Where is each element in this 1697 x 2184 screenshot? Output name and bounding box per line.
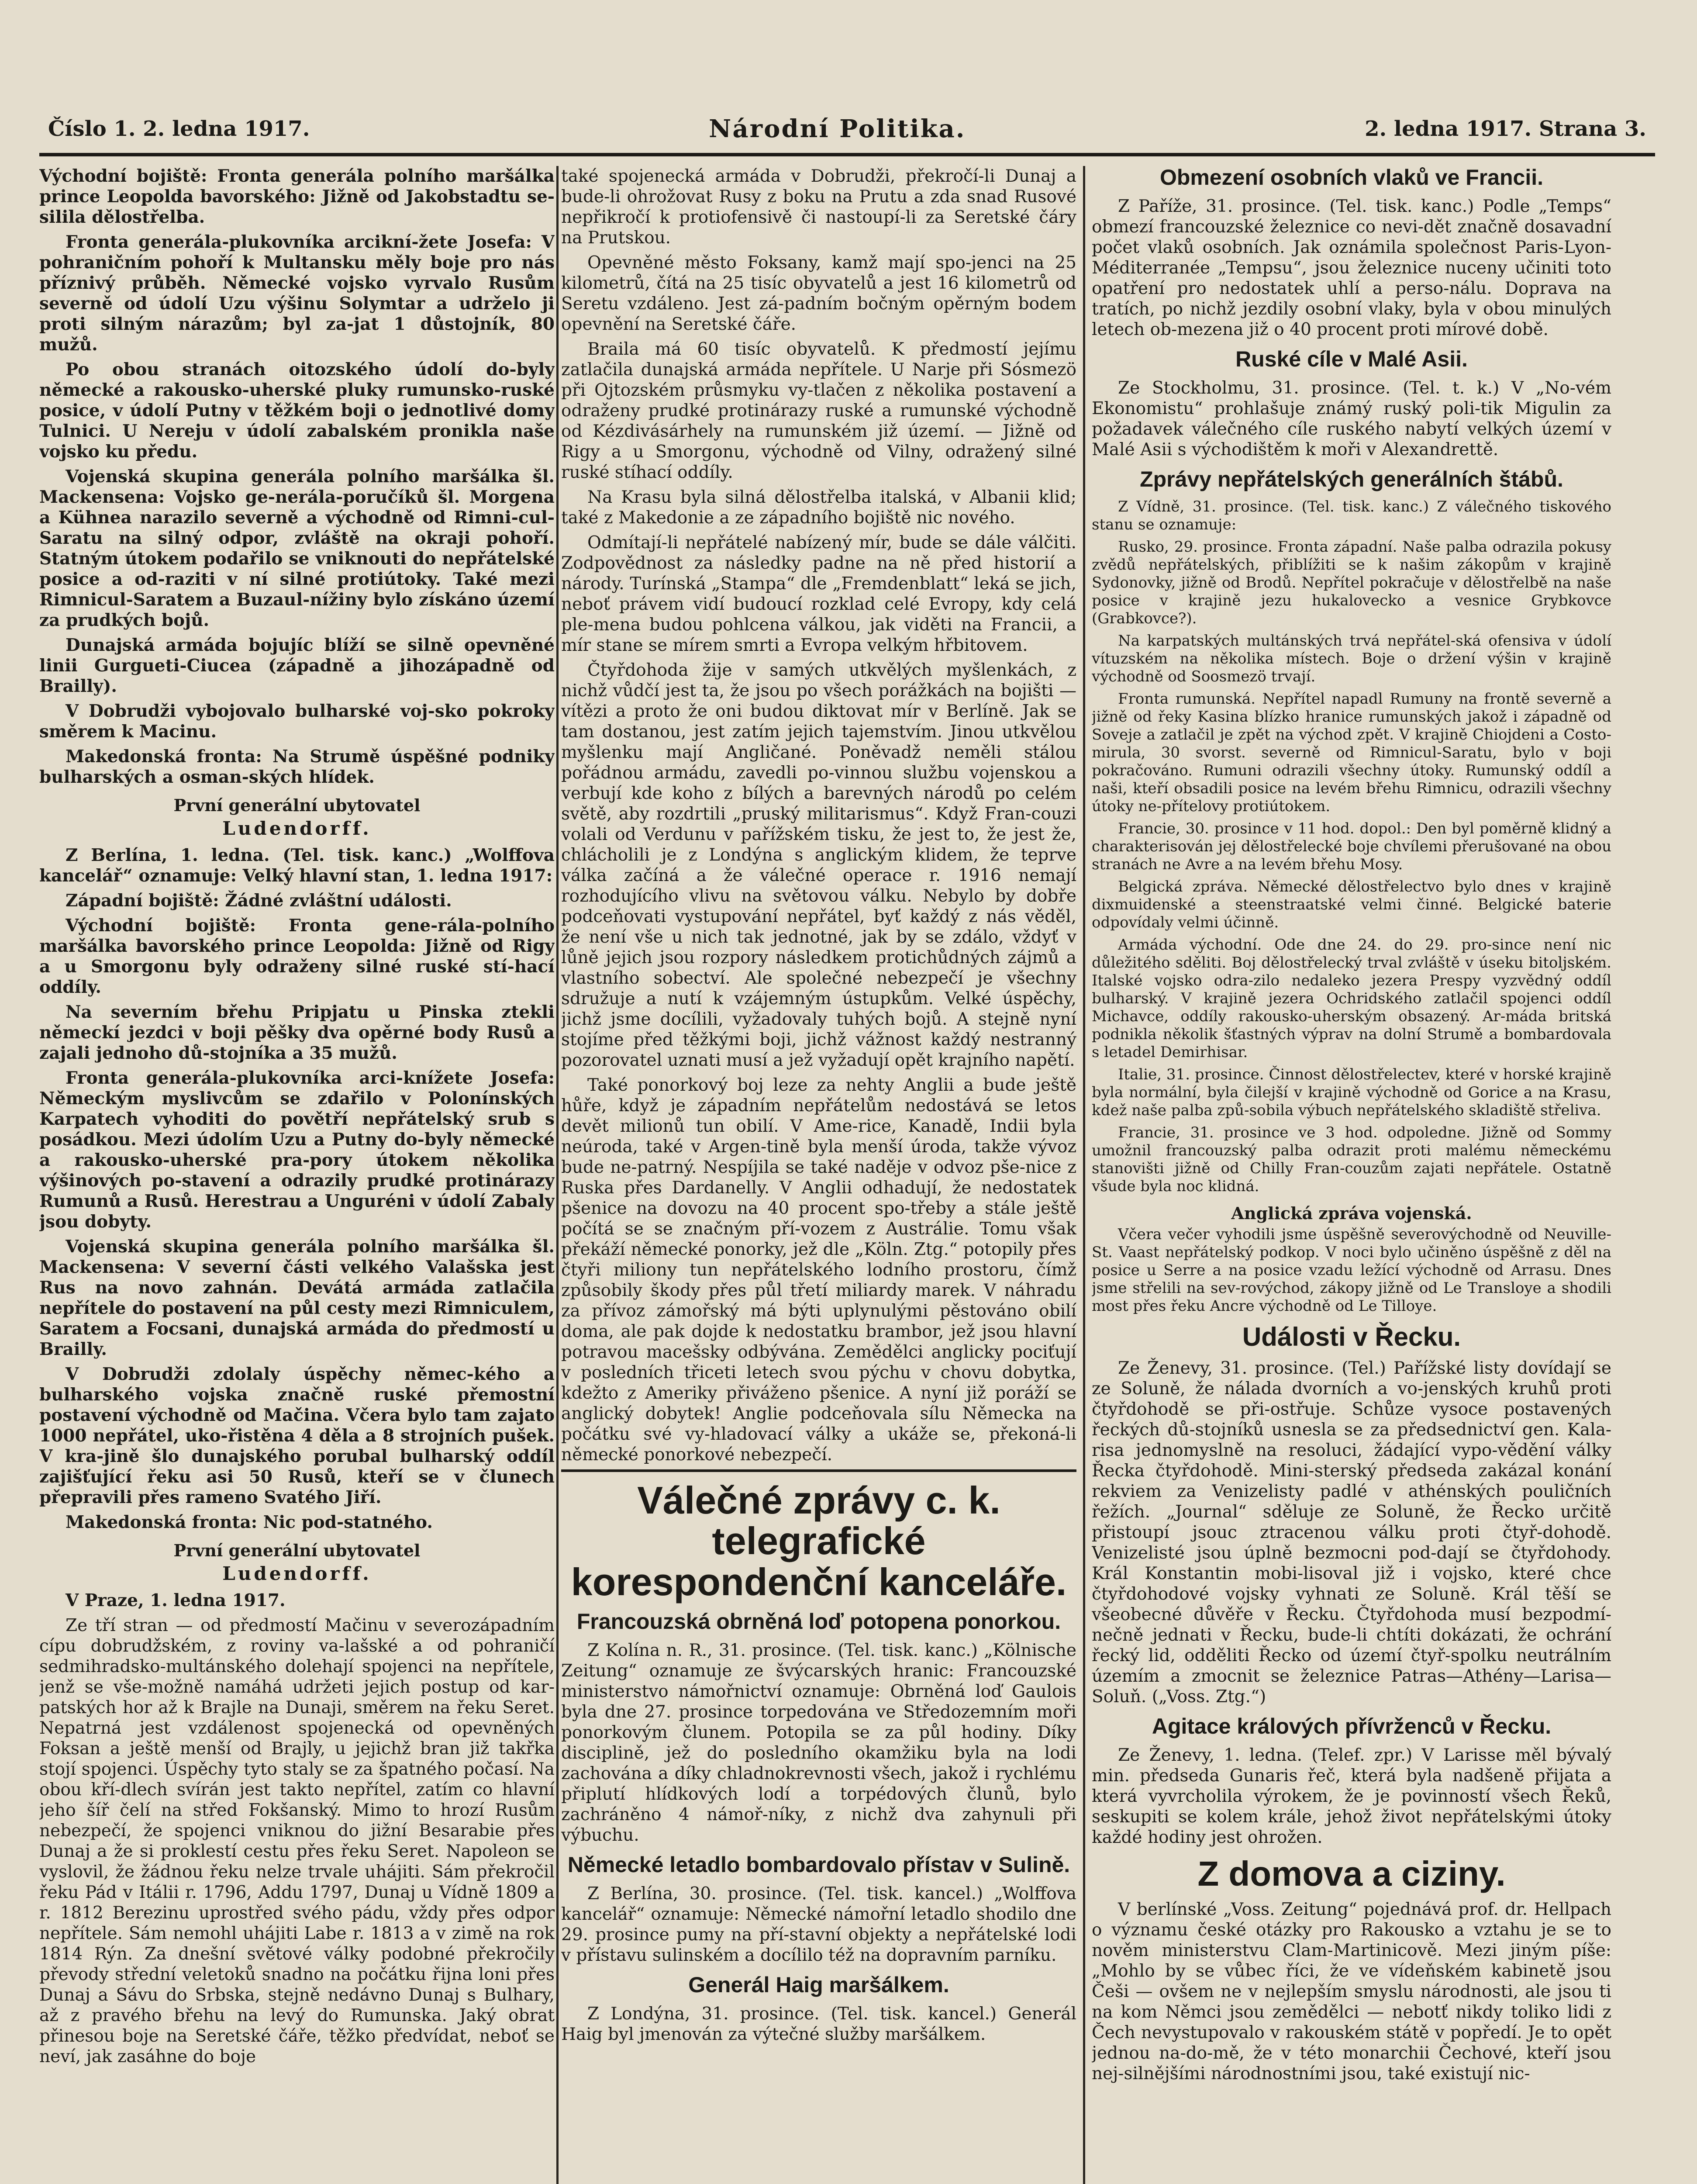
column-1: [39, 166, 555, 2184]
page-header: [48, 109, 1646, 149]
article-headline: Německé letadlo bombardovalo přístav v Sulině.: [567, 1852, 1070, 1877]
paragraph: Vojenská skupina generála polního maršálka šl. Mackensena: V severní části velkého Valašska jest Rus na novo zahnán. Devátá armáda zatlačila nepřítele do postavení na půl cesty mezi Rimniculem, Saratem a Focsani, dunajská armáda do předmostí u Brailly.: [39, 1237, 555, 1359]
paragraph: Ze Stockholmu, 31. prosince. (Tel. t. k.) V „No-vém Ekonomistu“ prohlašuje známý ruský poli-tik Migulin za požadavek válečného cíle ruského nabytí velkých území v Malé Asii s východištěm k moři v Alexandrettě.: [1092, 378, 1611, 460]
signature-title: První generální ubytovatel: [173, 795, 421, 815]
dateline: V Praze, 1. ledna 1917.: [66, 1590, 286, 1610]
paragraph: Makedonská fronta: Nic pod-statného.: [66, 1512, 433, 1532]
paragraph: Fronta rumunská. Nepřítel napadl Rumuny na frontě severně a jižně od řeky Kasina blízko hranice rumunských jakož i západně od Soveje a zatlačil je zpět na východ zpět. V krajině Chiojdeni a Costo-mirula, 30 svorst. severně od Rimnicul-Saratu, bylo v boji pokračováno. Rumuni odrazili všechny útoky. Rumunský oddíl a naši, kteří obsadili posice na levém břehu Rimnicu, odrazili všechny útoky ne-přítelovy protiútokem.: [1092, 690, 1611, 815]
article-headline: Zprávy nepřátelských generálních štábů.: [1140, 467, 1563, 491]
paragraph: Také ponorkový boj leze za nehty Anglii a bude ještě hůře, když je západním nepřátelům nedostává se letos devět milionů tun obilí. V Ame-rice, Kanadě, Indii byla neúroda, také v Argen-tině byla menší úroda, takže vývoz bude ne-patrný. Nespíjila se také naděje v odvoz pše-nice z Ruska přes Dardanelly. V Anglii odhadují, že nedostatek pšenice na dovozu na 40 procent spo-třeby a stále ještě počítá se se značným pří-vozem z Austrálie. Tomu však překáží německé ponorky, jež dle „Köln. Ztg.“ potopily přes čtyři miliony tun nepřátelského lodního prostoru, čímž způsobily škody přes půl třetí miliardy marek. V náhradu za přívoz zámořský má býti uplynulými pěstováno obilí doma, ale pak dojde k nedostatku brambor, jež jsou hlavní potravou macešsky odbývána. Zemědělci anglicky pociťují v posledních třiceti letech svou pýchu v chovu dobytka, kdežto z Ameriky přiváženo pšenice. A nyní již poráží se anglický dobytek! Anglie podceňovala sílu Německa na počátku své vy-hladovací války a ukáže se, překoná-li německé ponorkové nebezpečí.: [561, 1075, 1076, 1465]
paragraph: Na Krasu byla silná dělostřelba italská, v Albanii klid; také z Makedonie a ze západního bojiště nic nového.: [561, 487, 1076, 528]
article-headline: Obmezení osobních vlaků ve Francii.: [1159, 166, 1544, 190]
paragraph: Z Vídně, 31. prosince. (Tel. tisk. kanc.) Z válečného tiskového stanu se oznamuje:: [1092, 498, 1611, 533]
paragraph: Z Londýna, 31. prosince. (Tel. tisk. kancel.) Generál Haig byl jmenován za výtečné služby maršálkem.: [561, 2004, 1076, 2044]
column-divider: [1083, 166, 1085, 2184]
column-2: [561, 166, 1076, 2184]
paragraph: Ze Ženevy, 31. prosince. (Tel.) Pařížské listy dovídají se ze Soluně, že nálada dvorních a vo-jenských kruhů proti čtyřdohodě se při-ostřuje. Schůze vysoce postavených řeckých dů-stojníků usnesla se za předsednictví gen. Kala-risa jednomyslně na resoluci, žádající vypo-vědění války Řecka čtyřdohodě. Mini-sterský předseda zakázal konání rekviem za Venizelisty padlé v athénských pouličních řežích. „Journal“ sděluje ze Soluně, že Řecko určitě přistoupí jsouc ztracenou válku proti čtyř-dohodě. Venizelisté jsou úplně bezmocni pod-dají se čtyřdohody. Král Konstantin mobi-lisoval již i vojsko, které chce čtyřdohodové vojsky vyhnati ze Soluně. Král těší se všeobecné důvěře v Řecku. Čtyřdohoda musí bezpodmí-nečně jednati v Řecku, bude-li chtíti dokázati, že ochrání řecký lid, odděliti Řecko od území čtyř-spolku neutrálním územím a zmocnit se železnice Patras—Athény—Larisa—Soluň. („Voss. Ztg.“): [1092, 1358, 1611, 1707]
paragraph: Rusko, 29. prosince. Fronta západní. Naše palba odrazila pokusy zvědů nepřátelských, přiblížiti se k našim zákopům v krajině Sydonovky, jižně od Brodů. Nepřítel pokračuje v dělostřelbě na naše posice v krajině jezu hukalovecko a vesnice Grybkovce (Grabkovce?).: [1092, 538, 1611, 627]
article-headline: Události v Řecku.: [1242, 1322, 1461, 1351]
paragraph: V Dobrudži zdolaly úspěchy němec-kého a bulharského vojska značně ruské přemostní postavení východně od Mačina. Včera bylo tam zajato 1000 nepřátel, uko-řistěna 4 děla a 8 strojních pušek. V kra-jině šlo dunajského porubal bulharský oddíl zajišťující řeku asi 50 Rusů, kteří se v člunech přepravili přes rameno Svatého Jiří.: [39, 1364, 555, 1507]
paragraph: Z Kolína n. R., 31. prosince. (Tel. tisk. kanc.) „Kölnische Zeitung“ oznamuje ze švýcarských hranic: Francouzské ministerstvo námořnictví oznamuje: Obrněná loď Gaulois byla dne 27. prosince torpedována ve Středozemním moři ponorkovým člunem. Potopila se za půl hodiny. Díky disciplině, jež do posledního okamžiku byla na lodi zachována a díky chladnokrevnosti všech, jakož i rychlému připlutí hlídkových lodí a torpédových člunů, bylo zachráněno 4 námoř-níky, z nichž dva zahynuli při výbuchu.: [561, 1640, 1076, 1845]
paragraph: Makedonská fronta: Na Strumě úspěšné podniky bulharských a osman-ských hlídek.: [39, 746, 555, 787]
paragraph: Odmítají-li nepřátelé nabízený mír, bude se dále válčiti. Zodpovědnost za následky padne na ně před historií a národy. Turínská „Stampa“ dle „Fremdenblatt“ leká se jich, neboť právem vidí budoucí rozklad celé Evropy, kdy celá ple-mena budou pohlcena válkou, jak viděti na Francii, a mír stane se mírem smrti a Evropa velkým hřbitovem.: [561, 533, 1076, 655]
paragraph: Na karpatských multánských trvá nepřátel-ská ofensiva v údolí vítuzském na několika místech. Boje o držení výšin v krajině východně od Soosmezö trvají.: [1092, 632, 1611, 685]
column-divider: [556, 166, 559, 2184]
paragraph: Fronta generála-plukovníka arci-knížete Josefa: Německým myslivcům se zdařilo v Polonínských Karpatech vyhoditi do povětří nepřátelský srub s posádkou. Mezi údolím Uzu a Putny do-byly německé a rakousko-uherské pra-pory útokem několika výšinových po-stavení a odrazily prudké protinárazy Rumunů a Rusů. Herestrau a Unguréni v údolí Zabaly jsou dobyty.: [39, 1068, 555, 1232]
paragraph: Braila má 60 tisíc obyvatelů. K předmostí jejímu zatlačila dunajská armáda nepřítele. U Narje při Sósmezö při Ojtozském průsmyku vy-tlačen z několika postavení a odraženy prudké protinárazy ruské a rumunské východně od Kézdivásárhely na rumunském již území. — Jižně od Rigy a u Smorgonu, východně od Vilny, odražený silné ruské stíhací oddíly.: [561, 339, 1076, 482]
paragraph: Z Berlína, 1. ledna. (Tel. tisk. kanc.) „Wolffova kancelář“ oznamuje: Velký hlavní stan, 1. ledna 1917:: [39, 845, 555, 886]
article-headline: Francouzská obrněná loď potopena ponorkou.: [576, 1609, 1061, 1634]
paragraph: Čtyřdohoda žije v samých utkvělých myšlenkách, z nichž vůdčí jest ta, že jsou po všech porážkách na bojišti — vítězi a proto že oni budou diktovat mír v Berlíně. Jak se tam dostanou, jest zatím jejich tajemstvím. Jinou utkvělou myšlenku mají Angličané. Poněvadž neměli stálou pořádnou armádu, zavedli po-vinnou službu vojenskou a verbují kde koho z bílých a barevných národů po celém světě, aby rozdrtili „pruský militarismus“. Když Fran-couzi volali od Verdunu v pařížském tisku, že jest to, že jest že, chlácholili je z Londýna s anglickým klidem, že teprve válka začíná a že válečné operace r. 1916 nemají rozhodujícího vlivu na světovou válku. Nebylo by dobře podceňovati vystupování nepřátel, byť každý z nás věděl, že není vše u nich tak jednotné, jak by se zdálo, vždyť v lůně jejich jsou rozpory následkem protichůdných zájmů a vlastního sobectví. Ale společné nebezpečí je všechny sdružuje a nutí k vzájemným ústupkům. Velké úspěchy, jichž jsme docílili, vyžadovaly tuhých bojů. A stejně nyní stojíme před těžkými boji, jichž vážnost každý nestranný pozorovatel uznati musí a jež vyžadují opět krajního napětí.: [561, 660, 1076, 1070]
paragraph: Dunajská armáda bojujíc blíží se silně opevněné linii Gurgueti-Ciucea (západně a jihozápadně od Brailly).: [39, 635, 555, 696]
paragraph: Z Paříže, 31. prosince. (Tel. tisk. kanc.) Podle „Temps“ obmezí francouzské železnice co nevi-dět značně dosavadní počet vlaků osobních. Jak oznámila společnost Paris-Lyon-Méditerranée „Tempsu“, jsou železnice nuceny učiniti toto opatření pro nedostatek uhlí a perso-nálu. Doprava na tratích, po nichž jezdily osobní vlaky, byla v obou minulých letech ob-mezena již o 40 procent proti mírové době.: [1092, 197, 1611, 339]
article-headline: Ruské cíle v Malé Asii.: [1235, 347, 1468, 371]
section-headline: Válečné zprávy c. k. telegrafické korespondenční kanceláře.: [571, 1479, 1067, 1603]
paragraph: V Dobrudži vybojovalo bulharské voj-sko pokroky směrem k Macinu.: [39, 701, 555, 742]
section-headline: Z domova a ciziny.: [1197, 1854, 1506, 1893]
paragraph: V berlínské „Voss. Zeitung“ pojednává prof. dr. Hellpach o významu české otázky pro Rakousko a vztahu je se to nověm ministerstvu Clam-Martinicově. Mezi jiným píše: „Mohlo by se vůbec říci, že ve vídeňském kabinetě jsou Češi — ovšem ne v nejlepším smyslu národnosti, ale jsou ti na kom Němci jsou zemědělci — nebotť nikdy toliko lidi z Čech nevystupovalo v rakouském státě v popředí. Je to opět jednou na-do-mě, že v této monarchii Čechové, kteří jsou nej-silnějšími národnostními jsou, také existují nic-: [1092, 1900, 1611, 2084]
paragraph: Francie, 31. prosince ve 3 hod. odpoledne. Jižně od Sommy umožnil francouzský palba odrazit proti malému německému stanovišti jižně od Chilly Fran-couzům zajati nepřátele. Ostatně všude byla noc klidná.: [1092, 1124, 1611, 1195]
subsection-title: Anglická zpráva vojenská.: [1231, 1203, 1472, 1223]
signature: Ludendorff.: [222, 818, 372, 839]
paragraph: také spojenecká armáda v Dobrudži, překročí-li Dunaj a bude-li ohrožovat Rusy z boku na Prutu a zda snad Rusové nepřikročí k protiofensivě či nastoupí-li za Seretské čáry na Prutskou.: [561, 166, 1076, 248]
date-page: 2. ledna 1917. Strana 3.: [1365, 117, 1646, 141]
paragraph: Armáda východní. Ode dne 24. do 29. pro-since není nic důležitého sděliti. Boj dělostřelecký trval zvláště v úseku bitoljském. Italské vojsko odra-zilo nedaleko jezera Prespy vyzvědný oddíl bulharský. V krajině jezera Ochridského zatlačil spojenci oddíl Michavce, oddíly rakousko-uherským obsazený. Ar-máda britská podnikla několik šťastných výprav na dolní Strumě a bombardovala s letadel Demirhisar.: [1092, 936, 1611, 1061]
paragraph: Ze Ženevy, 1. ledna. (Telef. zpr.) V Larisse měl bývalý min. předseda Gunaris řeč, která byla nadšeně přijata a která vyvrcholila výrokem, že je povinností všech Řeků, seskupiti se kolem krále, jehož život nepřátelskými útoky každé hodiny jest ohrožen.: [1092, 1745, 1611, 1847]
paragraph: Včera večer vyhodili jsme úspěšně severovýchodně od Neuville-St. Vaast nepřátelský podkop. V noci bylo učiněno úspěšně z děl na posice u Serre a na posice vzadu ležící východně od Arrasu. Dnes jsme střelili na sev-rovýchod, zákopy jižně od Le Transloye a shodili most přes řeku Ancre východně od Le Tilloye.: [1092, 1226, 1611, 1315]
paragraph: Západní bojiště: Žádné zvláštní události.: [66, 891, 452, 911]
paragraph: Východní bojiště: Fronta generála polního maršálka prince Leopolda bavorského: Jižně od Jakobstadtu se-silila dělostřelba.: [39, 166, 555, 227]
paragraph: Fronta generála-plukovníka arcikní-žete Josefa: V pohraničním pohoří k Multansku měly boje pro nás příznivý průběh. Německé vojsko vyrvalo Rusům severně od údolí Uzu výšinu Solymtar a udrželo ji proti silným nárazům; byl za-jat 1 důstojník, 80 mužů.: [39, 232, 555, 355]
paragraph: Po obou stranách oitozského údolí do-byly německé a rakousko-uherské pluky rumunsko-ruské posice, v údolí Putny v těžkém boji o jednotlivé domy Tulnici. U Nereju v údolí zabalském pronikla naše vojsko ku předu.: [39, 359, 555, 462]
issue-number: Číslo 1. 2. ledna 1917.: [48, 117, 310, 141]
header-rule: [39, 153, 1655, 156]
section-rule: [561, 1469, 1076, 1472]
paragraph: Východní bojiště: Fronta gene-rála-polního maršálka bavorského prince Leopolda: Jižně od Rigy a u Smorgonu byly odraženy silné ruské stí-hací oddíly.: [39, 916, 555, 997]
paragraph: Italie, 31. prosince. Činnost dělostřelectev, které v horské krajině byla normální, byla čilejší v krajině východně od Gorice a na Krasu, kdež naše palba způ-sobila výbuch nepřátelského skladiště střeliva.: [1092, 1066, 1611, 1119]
paragraph: Francie, 30. prosince v 11 hod. dopol.: Den byl poměrně klidný a charakterisován jej dělostřelecké boje chvílemi přerušované na obou stranách ne Avre a na levém břehu Mosy.: [1092, 820, 1611, 873]
paragraph: Belgická zpráva. Německé dělostřelectvo bylo dnes v krajině dixmuidenské a steenstraatské velmi činné. Belgické baterie odpovídaly velmi účinně.: [1092, 878, 1611, 931]
article-headline: Generál Haig maršálkem.: [688, 1972, 949, 1997]
signature: Ludendorff.: [222, 1563, 372, 1584]
paragraph: Ze tří stran — od předmostí Mačinu v severozápadním cípu dobrudžském, z roviny va-lašské a od pohraničí sedmihradsko-multánského dolehají spojenci na nepřítele, jenž se vše-možně namáhá udržeti jejich postup od kar-patských hor až k Brajle na Dunaji, směrem na řeku Seret. Nepatrná jest vzdálenost spojenecká od opevněných Foksan a ještě menší od Brajly, u jejichž bran již takřka stojí spojenci. Úspěchy tyto staly se za špatného počasí. Na obou kří-dlech svírán jest takto nepřítel, zatím co hlavní jeho šíř čelí na střed Fokšanský. Mimo to hrozí Rusům nebezpečí, že spojenci vniknou do jižní Besarabie přes Dunaj a že si proklestí cestu přes řeku Seret. Napoleon se vyslovil, že žádnou řeku nelze trvale uhájiti. Sám překročil řeku Pád v Itálii r. 1796, Addu 1797, Dunaj u Vídně 1809 a r. 1812 Berezinu uprostřed svého pádu, vždy přes odpor nepřítele. Sám nemohl uhájiti Labe r. 1813 a v zimě na rok 1814 Rýn. Za dnešní světové války podobné překročily převody střední veletoků snadno na počátku řijna loni přes Dunaj a Sávu do Srbska, stejně nedávno Dunaj s Bulhary, až z pravého břehu na levý do Rumunska. Jaký obrat přinesou boje na Seretské čáře, těžko předvídat, neboť se neví, jak zasáhne do boje: [39, 1616, 555, 2067]
masthead: Národní Politika.: [709, 114, 966, 143]
paragraph: Z Berlína, 30. prosince. (Tel. tisk. kancel.) „Wolffova kancelář“ oznamuje: Německé námořní letadlo shodilo dne 29. prosince pumy na pří-stavní objekty a nepřátelské lodi v přístavu sulinském a docílilo též na dopravním parníku.: [561, 1883, 1076, 1965]
column-3: [1092, 166, 1611, 2184]
paragraph: Vojenská skupina generála polního maršálka šl. Mackensena: Vojsko ge-nerála-poručíků šl. Morgena a Kühnea narazilo severně a východně od Rimni-cul-Saratu na silný odpor, zvláště na okraji pohoří. Statným útokem podařilo se vniknouti do nepřátelské posice a od-raziti v ní silné protiútoky. Také mezi Rimnicul-Saratem a Buzaul-nížiny bylo získáno území za prudkých bojů.: [39, 467, 555, 630]
paragraph: Opevněné město Foksany, kamž mají spo-jenci na 25 kilometrů, čítá na 25 tisíc obyvatelů a jest 16 kilometrů od Seretu vzdáleno. Jest zá-padním bočným opěrným bodem opevnění na Seretské čáře.: [561, 253, 1076, 334]
article-headline: Agitace králových přívrženců v Řecku.: [1152, 1714, 1552, 1738]
paragraph: Na severním břehu Pripjatu u Pinska ztekli německí jezdci v boji pěšky dva opěrné body Rusů a zajali jednoho dů-stojníka a 35 mužů.: [39, 1002, 555, 1063]
signature-title: První generální ubytovatel: [173, 1541, 421, 1560]
